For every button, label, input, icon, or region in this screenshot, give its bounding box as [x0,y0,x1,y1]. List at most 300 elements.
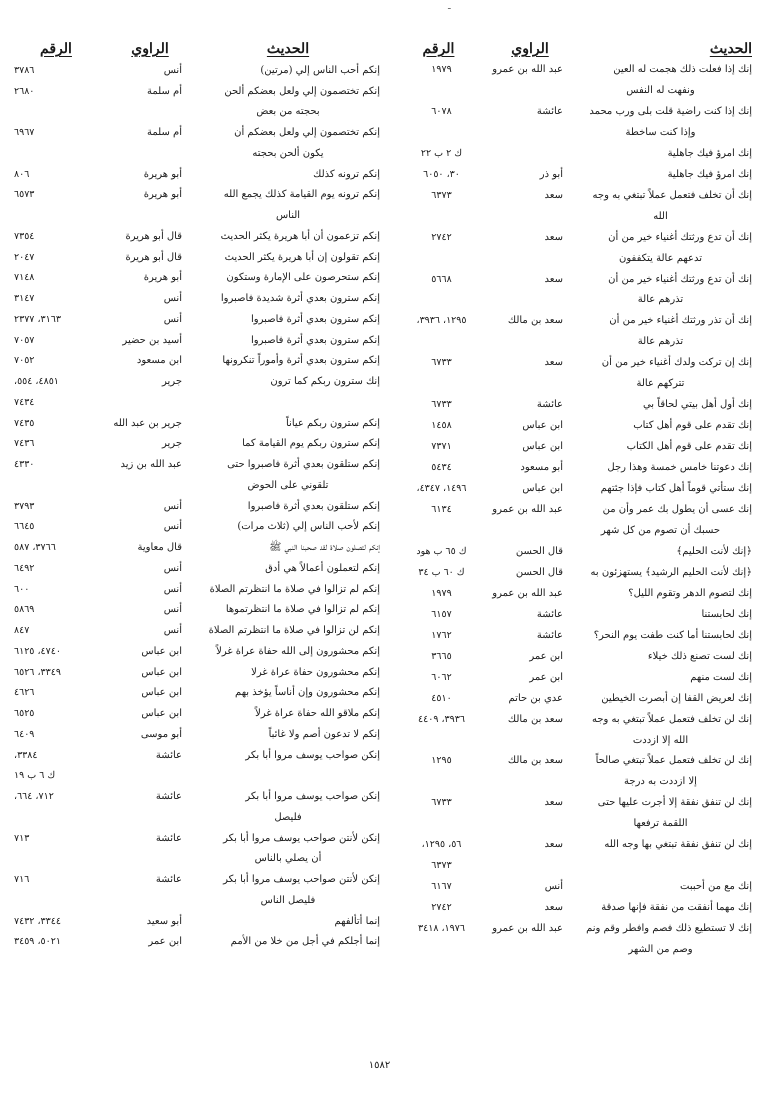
narrator: جرير بن عبد الله [113,417,182,429]
index-entry [8,497,380,518]
reference-number [386,835,491,877]
index-entry [8,829,380,850]
reference-number: ٨٠٦ [14,168,30,180]
index-entry [8,600,380,621]
reference-number: ٧٤٣٥ [14,417,35,429]
hadith-text: إنكم ستلقون بعدي أثرة فاصبروا [247,500,380,512]
reference-line: ٧٣٧١ [431,441,452,453]
page-number: ١٥٨٢ [368,1060,391,1071]
hadith-text: إنكن لأنتن صواحب يوسف مروا أبا بكر [223,832,380,844]
reference-number: ٨٤٧ [14,625,30,636]
hadith-text [569,563,752,584]
hadith-text: يكون ألحن بحجته [252,147,324,159]
reference-number [386,186,491,207]
reference-line: ٣٩٣٦، ٤٤٠٩ [418,713,465,725]
narrator: ابن مسعود [136,355,182,367]
reference-number: ٢٦٨٠ [14,85,35,97]
index-entry [386,311,752,353]
hadith-text: إنكم محشورون إلى الله حفاة عراة غرلاً [216,645,380,657]
hadith-text: إنكم ترونه يوم القيامة كذلك يجمع الله [223,189,380,201]
reference-number [386,60,491,81]
hadith-line: إنك امرؤ فيك جاهلية [667,147,752,159]
reference-number [386,898,491,919]
index-entry [386,919,752,961]
hadith-text: إنكم سترون بعدي أثرة شديدة فاصبروا [220,293,380,304]
hadith-text [569,165,752,186]
narrator: سعد [544,273,563,285]
reference-line: ٣٦٦٥ [431,650,452,662]
index-entry [8,517,380,538]
narrator: قال أبو هريرة [125,230,182,242]
reference-line: ٦٧٣٣ [431,399,452,411]
narrator: سعد [544,357,563,369]
reference-number: ٣١٦٣، ٢٣٧٧ [14,313,61,325]
narrator: ابن عباس [522,483,563,495]
narrator: عبد الله بن عمرو [492,923,563,935]
reference-number [386,626,491,647]
hadith-line: إنك تقدم على قوم أهل الكتاب [626,441,752,453]
index-entry [8,538,380,559]
reference-number [386,689,491,710]
index-entry [8,61,380,82]
narrator: أنس [163,583,182,595]
hadith-text [569,689,752,710]
narrator: أم سلمة [147,85,182,97]
narrator: أنس [163,604,182,616]
index-entry [8,351,380,372]
narrator: أبو سعيد [146,915,182,927]
reference-line: ٤٥١٠ [431,692,452,704]
reference-number [386,668,491,689]
index-entry [386,500,752,542]
hadith-text [569,500,752,542]
narrator: أبو ذر [539,168,563,180]
hadith-text: تلقوني على الحوض [247,479,329,491]
index-entry [386,228,752,270]
narrator: أبو هريرة [143,189,182,201]
narrator: عائشة [155,874,182,885]
narrator: سعد [544,902,563,914]
narrator: ابن عباس [141,645,182,657]
reference-number: ٧١٢، ٦٦٤، [14,791,54,802]
reference-line: ١٧٦٢ [431,629,452,641]
reference-number [386,479,491,500]
left-column [8,38,380,953]
reference-number: ٧٠٥٢ [14,355,35,367]
hadith-continuation: الله إلا ازددت [632,734,689,746]
reference-line: ٦٣٧٣ [431,860,452,872]
index-entry [386,165,752,186]
hadith-line: إنك إذا فعلت ذلك هجمت له العين [613,64,752,75]
reference-line: ٦٠٧٨ [431,105,452,117]
narrator: عائشة [536,105,563,117]
narrator: ابن عمر [529,671,563,683]
index-entry-continuation [8,808,380,829]
hadith-text [569,144,752,165]
hadith-text [569,228,752,270]
hadith-line: إنك إذا كنت راضية قلت بلى ورب محمد [589,105,752,117]
narrator: أسيد بن حضير [122,334,182,346]
index-entry [386,60,752,102]
hadith-line: إنك دعوتنا خامس خمسة وهذا رجل [607,462,752,474]
reference-line: ١٤٩٦، ٤٣٤٧، [416,483,467,495]
hadith-text [569,60,752,102]
reference-line: ٥٦، ١٢٩٥، [421,839,462,851]
index-entry [8,372,380,393]
reference-number: ٧٣٥٤ [14,230,35,242]
index-entry [386,144,752,165]
index-entry [8,414,380,435]
index-entry [386,710,752,752]
index-entry [386,626,752,647]
reference-number: ٣٧٨٦ [14,64,35,76]
hadith-text [569,416,752,437]
reference-number: ٦٥٢٥ [14,708,35,719]
reference-number [386,542,491,563]
index-entry [386,102,752,144]
narrator: أبو هريرة [143,272,182,284]
reference-number [386,144,491,165]
hadith-text: إنكم ترونه كذلك [313,168,380,180]
narrator: عائشة [536,629,563,641]
narrator: عدي بن حاتم [508,692,563,704]
hadith-text [569,479,752,500]
reference-number [386,353,491,374]
reference-number: ٦٥٧٣ [14,189,35,201]
hadith-text: إنكم سترون ربكم يوم القيامة كما [242,438,380,450]
hadith-text [569,270,752,312]
index-entry [8,331,380,352]
hadith-line: ﴿إنك لأنت الحليم﴾ [676,545,752,557]
hadith-text: إنكم لن تزالوا في صلاة ما انتظرتم الصلاة [208,625,380,636]
reference-line: ٥٦٦٨ [431,273,452,285]
index-entry [8,227,380,248]
index-entry [8,268,380,289]
index-entry [386,793,752,835]
narrator: عائشة [155,749,182,761]
reference-line: ١٢٩٥ [431,755,452,767]
hadith-text: إنكم تزعمون أن أبا هريرة يكثر الحديث [220,230,380,242]
narrator: عبد الله بن عمرو [492,587,563,599]
narrator: ابن عمر [148,936,182,948]
index-entry [8,393,380,414]
narrator: سعد [544,189,563,201]
hadith-text: إنكن صواحب يوسف مروا أبا بكر [245,749,380,761]
index-entry-continuation [8,849,380,870]
index-entry [8,434,380,455]
hadith-text: إنكم تختصمون إلي ولعل بعضكم ألحن [224,85,380,97]
narrator: قال الحسن [515,545,563,557]
narrator: سعد بن مالك [507,755,563,767]
reference-number: ٦٩٦٧ [14,127,35,138]
index-entry [8,912,380,933]
hadith-text: إنكن لأنتن صواحب يوسف مروا أبا بكر [223,874,380,885]
hadith-text: إنكم لأحب الناس إلي (ثلاث مرات) [237,521,380,533]
reference-number [386,416,491,437]
hadith-text: إنكم لتعملون أعمالاً هي أدق [265,562,380,574]
narrator-header: الراوي [511,41,549,57]
hadith-line: إنك لن تخلف فتعمل عملاً تبتغي صالحاً [595,755,752,767]
reference-number [386,165,491,186]
reference-number [386,584,491,605]
hadith-text [569,710,752,752]
narrator: ابن عمر [529,650,563,662]
reference-number: ٣١٤٧ [14,293,35,304]
hadith-text: إنكم ستحرصون على الإمارة وستكون [226,272,380,284]
index-entry [386,458,752,479]
top-mark: ـ [448,2,451,12]
narrator: أبو مسعود [520,462,563,474]
reference-number [386,228,491,249]
narrator: ابن عباس [522,441,563,453]
reference-line: ٢٧٤٢ [431,231,452,243]
reference-number: ٢٠٤٧ [14,251,35,263]
index-entry [8,289,380,310]
narrator: عائشة [536,399,563,411]
index-entry [386,835,752,877]
index-entry [8,766,380,787]
reference-number: ٣٣٤٤، ٧٤٣٢ [14,915,61,927]
reference-line: ١٩٧٩ [431,587,452,599]
hadith-text: إنما أتألفهم [334,915,380,927]
hadith-text: إنكم تختصمون إلي ولعل بعضكم أن [234,127,380,138]
index-entry [386,584,752,605]
reference-number: ٣٣٨٤، [14,749,38,761]
narrator: جرير [162,438,182,450]
reference-number [386,647,491,668]
reference-number [386,793,491,814]
hadith-line: إنك مع من أحببت [680,881,752,893]
narrator: عبد الله بن عمرو [492,64,563,75]
hadith-text [569,311,752,353]
index-entry [386,605,752,626]
ref-header: الرقم [40,41,72,57]
hadith-text [569,668,752,689]
reference-number: ٣٧٦٦، ٥٨٧ [14,542,56,553]
index-entry [8,642,380,663]
index-entry [8,663,380,684]
narrator: جرير [162,376,182,387]
hadith-text: إنكم سترون بعدي أثرة وأموراً تنكرونها [222,355,380,367]
hadith-line: إنك أن تخلف فتعمل عملاً تبتغي به وجه [592,189,752,201]
hadith-text: إنكم لا تدعون أصم ولا غائباً [268,728,380,740]
narrator: سعد [544,797,563,809]
index-entry [8,787,380,808]
reference-number: ٤٧٤٠، ٦١٢٥ [14,645,61,657]
hadith-line: إنك أن تدع ورثتك أغنياء خير من أن [608,273,752,285]
hadith-text: إنكم سترون ربكم عياناً [285,417,380,429]
hadith-text [569,751,752,793]
hadith-text: أن يصلي بالناس [254,853,322,865]
reference-line: ٦٠٦٢ [431,671,452,683]
hadith-header: الحديث [709,41,752,57]
index-entry [386,689,752,710]
hadith-continuation: حسبك أن تصوم من كل شهر [600,524,721,536]
index-entry [386,353,752,395]
hadith-continuation: وإذا كنت ساخطة [625,126,696,138]
hadith-text: إنكم ستلقون بعدي أثرة فاصبروا حتى [227,459,380,470]
reference-line: ك ٦٥ ب هود [416,545,467,557]
reference-line: ٥٤٣٤ [431,462,452,474]
reference-line: ٦١٥٧ [431,608,452,620]
index-entry-continuation [8,206,380,227]
reference-number [386,500,491,521]
hadith-text: فليصل [274,811,302,823]
index-entry [8,870,380,891]
reference-line: ك ٢ ب ٢٢ [420,147,463,159]
hadith-text: إنكم تقولون إن أبا هريرة يكثر الحديث [224,251,380,263]
hadith-continuation: اللقمة ترفعها [633,818,688,830]
index-entry-continuation [8,476,380,497]
index-entry-continuation [8,144,380,165]
reference-line: ٦١٦٧ [431,881,452,893]
index-entry [386,437,752,458]
hadith-continuation: ونفهت له النفس [626,84,695,96]
hadith-text: إنكم أحب الناس إلي (مرتين) [260,64,380,76]
right-column-header [386,38,752,60]
hadith-text [569,898,752,919]
hadith-text [569,458,752,479]
index-entry [8,683,380,704]
reference-number [386,605,491,626]
reference-number [386,102,491,123]
hadith-text: إنكم لم تزالوا في صلاة ما انتظرتموها [225,604,380,616]
hadith-text [569,835,752,856]
narrator: ابن عباس [141,708,182,719]
hadith-line: إنك لا تستطيع ذلك فصم وافطر وقم ونم [586,923,752,935]
reference-line: ٦٧٣٣ [431,357,452,369]
hadith-text [569,605,752,626]
left-column-header [8,38,380,59]
narrator: أنس [544,881,563,893]
reference-number: ٥٠٢١، ٣٤٥٩ [14,936,61,948]
index-entry [386,186,752,228]
narrator: أنس [163,293,182,304]
reference-number: ٧٤٣٦ [14,438,35,450]
hadith-continuation: إلا ازددت به درجة [624,776,697,788]
reference-number: ٣٧٩٣ [14,500,35,512]
hadith-text [569,186,752,228]
narrator-header: الراوي [131,41,169,57]
narrator: أنس [163,625,182,636]
reference-number: ٤٦٢٦ [14,687,35,699]
narrator: أبو موسى [140,728,182,740]
narrator: سعد بن مالك [507,315,563,327]
hadith-continuation: تتركهم عالة [636,378,685,390]
hadith-text: إنك سترون ربكم كما ترون [270,376,380,387]
narrator: أم سلمة [147,127,182,138]
index-entry [8,165,380,186]
ref-header: الرقم [422,41,455,57]
hadith-header: الحديث [266,41,310,57]
reference-number: ٧٤٣٤ [14,396,35,408]
index-entry [8,725,380,746]
index-entry [386,647,752,668]
narrator: عائشة [155,832,182,844]
narrator: عائشة [155,791,182,802]
hadith-text [569,647,752,668]
hadith-text: إنكم محشورون حفاة عراة غرلا [251,666,380,678]
index-entry [386,270,752,312]
reference-number: ٦٦٤٥ [14,521,35,533]
reference-number: ٥٨٦٩ [14,604,35,616]
hadith-line: إنك أن تذر ورثتك أغنياء خير من أن [609,315,752,327]
reference-number [386,437,491,458]
reference-number: ٧١٣ [14,832,30,844]
reference-number: ٧٠٥٧ [14,334,35,346]
hadith-text [569,437,752,458]
reference-number: ٤٣٣٠ [14,459,35,470]
hadith-text: إنكن صواحب يوسف مروا أبا بكر [245,791,380,802]
index-entry [386,563,752,584]
hadith-text: إنكم لتصلون صلاة لقد صحبنا النبي ﷺ [269,542,380,553]
reference-number [386,710,491,731]
narrator: سعد [544,231,563,243]
reference-number: ٧١٦ [14,874,30,885]
hadith-line: إنك امرؤ فيك جاهلية [667,168,752,180]
index-entry [8,248,380,269]
reference-line: ٣٠، ٦٠٥٠ [423,168,460,180]
hadith-text [569,877,752,898]
narrator: أنس [163,500,182,512]
index-entry [386,416,752,437]
index-entry [386,877,752,898]
hadith-line: إنك لن تخلف فتعمل عملاً تبتغي به وجه [592,713,752,725]
hadith-line: إنك لن تنفق نفقة تبتغي بها وجه الله [604,839,752,851]
reference-number [386,311,491,332]
reference-number: ك ٦ ب ١٩ [14,770,56,782]
reference-number [386,563,491,584]
index-entry [8,559,380,580]
hadith-text: إنكم محشورون وإن أناساً يؤخذ بهم [235,687,380,699]
reference-line: ٦٣٧٣ [431,189,452,201]
narrator: قال أبو هريرة [125,251,182,263]
right-column-entries [386,60,752,961]
reference-number [386,919,491,940]
narrator: أنس [163,521,182,533]
index-entry [8,123,380,144]
hadith-line: إنك أول أهل بيتي لحاقاً بي [642,399,752,411]
reference-number [386,270,491,291]
hadith-line: إنك ستأتي قوماً أهل كتاب فإذا جئتهم [600,483,752,495]
narrator: سعد بن مالك [507,713,563,725]
hadith-continuation: تذرهم عالة [637,294,684,306]
hadith-text [569,542,752,563]
narrator: أبو هريرة [143,168,182,180]
hadith-line: إنك لعريض القفا إن أبصرت الخيطين [601,692,752,704]
hadith-text: الناس [275,210,301,221]
hadith-text [569,919,752,961]
hadith-text: إنكم لم تزالوا في صلاة ما انتظرتم الصلاة [209,583,380,595]
index-entry-continuation [8,102,380,123]
hadith-text [569,584,752,605]
hadith-text [569,395,752,416]
index-entry-continuation [8,891,380,912]
reference-number [386,395,491,416]
hadith-line: ﴿إنك لأنت الحليم الرشيد﴾ يستهزئون به [590,566,752,578]
narrator: سعد [544,839,563,851]
reference-number: ٦٤٩٢ [14,562,35,574]
hadith-line: إنك تقدم على قوم أهل كتاب [633,420,752,432]
left-column-entries [8,61,380,953]
reference-line: ١٩٧٦، ٣٤١٨ [418,923,465,935]
reference-number [386,877,491,898]
reference-number: ٦٠٠ [14,583,30,595]
index-entry [386,751,752,793]
index-entry [8,310,380,331]
hadith-text: إنكم ملاقو الله حفاة عراة غرلاً [255,708,380,719]
index-entry [8,746,380,767]
